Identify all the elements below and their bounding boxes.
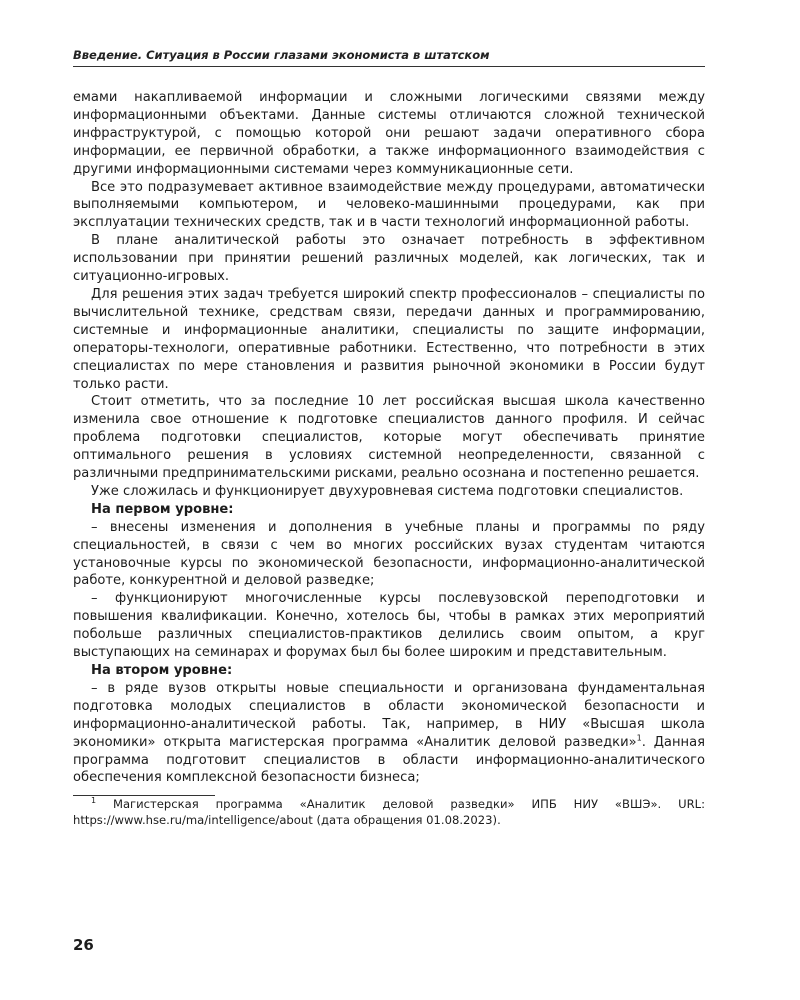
paragraph: Уже сложилась и функционирует двухуровневая система подготовки специалистов. (91, 483, 684, 499)
footnote-text: Магистерская программа «Аналитик деловой разведки» ИПБ НИУ «ВШЭ». URL: https://www.hse.ru/ma/intelligence/about (дата обращения 01.08.2023). (73, 797, 705, 828)
list-item (73, 680, 705, 787)
section-heading-level1: На первом уровне: (91, 501, 234, 517)
paragraph: Для решения этих задач требуется широкий спектр профессионалов – специалисты по вычислительной технике, средствам связи, передачи данных и программированию, системные и информационные аналитики, специалисты по защите информации, операторы-технологи, оперативные работники. Естественно, что потребности в этих специалистах по мере становления и развития рыночной экономики в России будут только расти. (73, 286, 705, 392)
list-item-text-continued: . Данная программа подготовит специалистов в области информационно-аналитического обеспечения комплексной безопасности бизнеса; (73, 734, 705, 786)
paragraph: емами накапливаемой информации и сложными логическими связями между информационными объектами. Данные системы отличаются сложной технической инфраструктурой, с помощью которой они решают задачи оперативного сбора информации, ее первичной обработки, а также информационного взаимодействия с другими информационными системами через коммуникационные сети. (73, 90, 705, 177)
list-item: – внесены изменения и дополнения в учебные планы и программы по ряду специальностей, в связи с чем во многих российских вузах студентам читаются установочные курсы по экономической безопасности, информационно-аналитической работе, конкурентной и деловой разведке; (73, 519, 705, 589)
body-text (73, 89, 705, 828)
running-head: Введение. Ситуация в России глазами экономиста в штатском (73, 48, 705, 67)
section-heading-level2: На втором уровне: (91, 663, 233, 678)
footnote (73, 796, 705, 828)
paragraph: В плане аналитической работы это означает потребность в эффективном использовании при принятии решений различных моделей, как логических, так и ситуационно-игровых. (73, 233, 705, 285)
footnote-number: 1 (91, 796, 97, 806)
paragraph: Стоит отметить, что за последние 10 лет российская высшая школа качественно изменила свое отношение к подготовке специалистов данного профиля. И сейчас проблема подготовки специалистов, которые могут обеспечивать принятие оптимального решения в условиях системной неопределенности, связанной с различными предпринимательскими рисками, реально осознана и постепенно решается. (73, 394, 705, 482)
list-item-text: – в ряде вузов открыты новые специальности и организована фундаментальная подготовка молодых специалистов в области экономической безопасности и информационно-аналитической работы. Так, например, в НИУ «Высшая школа экономики» открыта магистерская программа «Аналитик деловой разведки» (73, 680, 705, 750)
paragraph: Все это подразумевает активное взаимодействие между процедурами, автоматически выполняемыми компьютером, и человеко-машинными процедурами, как при эксплуатации технических средств, так и в части технологий информационной работы. (73, 179, 705, 231)
page (73, 48, 705, 828)
list-item: – функционируют многочисленные курсы послевузовской переподготовки и повышения квалификации. Конечно, хотелось бы, чтобы в рамках этих мероприятий побольше различных специалистов-практиков делились своим опытом, а круг выступающих на семинарах и форумах был бы более широким и представительным. (73, 591, 705, 661)
footnote-reference[interactable]: 1 (636, 733, 642, 743)
page-number: 26 (73, 936, 94, 954)
